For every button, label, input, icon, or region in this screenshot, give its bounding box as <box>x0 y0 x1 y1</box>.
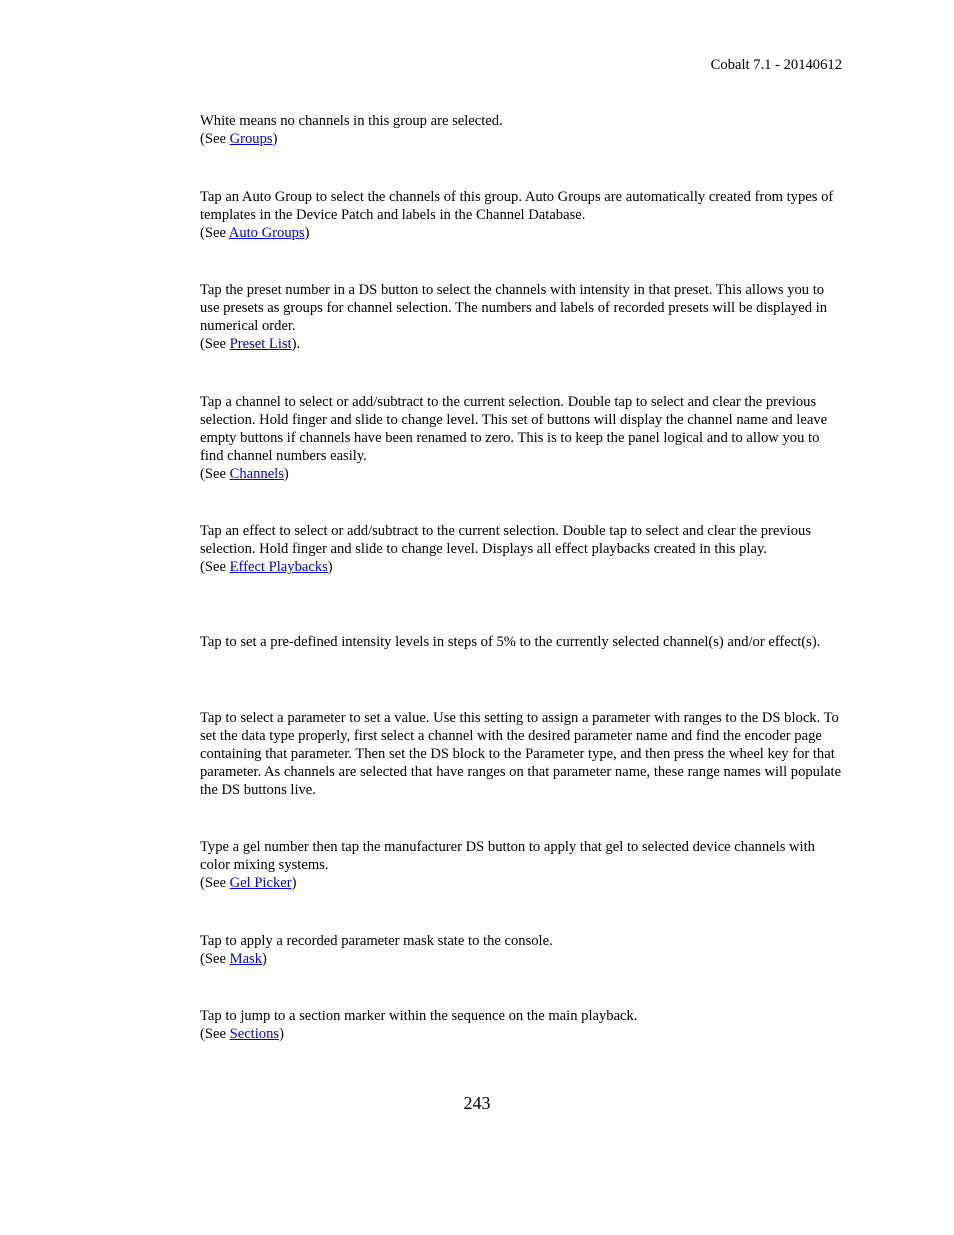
mask-link[interactable]: Mask <box>229 951 263 967</box>
description-text: Tap the preset number in a DS button to select the channels with intensity in that preset. This allows you to use presets as groups for channel selection. The numbers and labels of recorded presets will be displayed in numerical order. <box>200 282 828 334</box>
channels-link[interactable]: Channels <box>229 466 284 482</box>
preset-list-link[interactable]: Preset List <box>229 336 292 352</box>
description-text: Type a gel number then tap the manufacturer DS button to apply that gel to selected device channels with color mixing systems. <box>200 839 815 873</box>
description-text: White means no channels in this group are selected. <box>200 113 503 129</box>
see-reference: (See Mask) <box>200 951 267 967</box>
see-reference: (See Effect Playbacks) <box>200 559 333 575</box>
effect-playbacks-link[interactable]: Effect Playbacks <box>229 559 328 575</box>
see-reference: (See Auto Groups) <box>200 225 310 241</box>
auto-groups-description <box>200 188 842 242</box>
gel-picker-description <box>200 838 842 892</box>
gel-picker-link[interactable]: Gel Picker <box>229 875 292 891</box>
description-text: Tap an Auto Group to select the channels of this group. Auto Groups are automatically created from types of templates in the Device Patch and labels in the Channel Database. <box>200 189 834 223</box>
see-reference: (See Preset List). <box>200 336 301 352</box>
groups-description <box>200 112 842 148</box>
intensity-levels-description <box>200 633 842 651</box>
description-text: Tap to set a pre-defined intensity levels in steps of 5% to the currently selected channel(s) and/or effect(s). <box>200 634 821 650</box>
see-reference: (See Groups) <box>200 131 278 147</box>
see-reference: (See Gel Picker) <box>200 875 297 891</box>
page-number: 243 <box>463 1093 491 1113</box>
description-text: Tap a channel to select or add/subtract to the current selection. Double tap to select and clear the previous selection. Hold finger and slide to change level. This set of buttons will display the channel name and leave empty buttons if channels have been renamed to zero. This is to keep the panel logical and to allow you to find channel numbers easily. <box>200 394 828 464</box>
parameter-description <box>200 709 842 799</box>
auto-groups-link[interactable]: Auto Groups <box>228 225 305 241</box>
preset-list-description <box>200 281 842 353</box>
mask-description <box>200 932 842 968</box>
see-reference: (See Channels) <box>200 466 289 482</box>
description-text: Tap an effect to select or add/subtract to the current selection. Double tap to select and clear the previous selection. Hold finger and slide to change level. Displays all effect playbacks created in this play. <box>200 523 811 557</box>
effect-playbacks-description <box>200 522 842 576</box>
description-text: Tap to select a parameter to set a value. Use this setting to assign a parameter with ranges to the DS block. To set the data type properly, first select a channel with the desired parameter name and find the encoder page containing that parameter. Then set the DS block to the Parameter type, and then press the wheel key for that parameter. As channels are selected that have ranges on that parameter name, these range names will populate the DS buttons live. <box>200 710 842 798</box>
description-text: Tap to jump to a section marker within the sequence on the main playback. <box>200 1008 638 1024</box>
channels-description <box>200 393 842 483</box>
sections-description <box>200 1007 842 1043</box>
description-text: Tap to apply a recorded parameter mask state to the console. <box>200 933 553 949</box>
document-version-header: Cobalt 7.1 - 20140612 <box>710 57 842 73</box>
sections-link[interactable]: Sections <box>229 1026 280 1042</box>
groups-link[interactable]: Groups <box>229 131 273 147</box>
see-reference: (See Sections) <box>200 1026 284 1042</box>
